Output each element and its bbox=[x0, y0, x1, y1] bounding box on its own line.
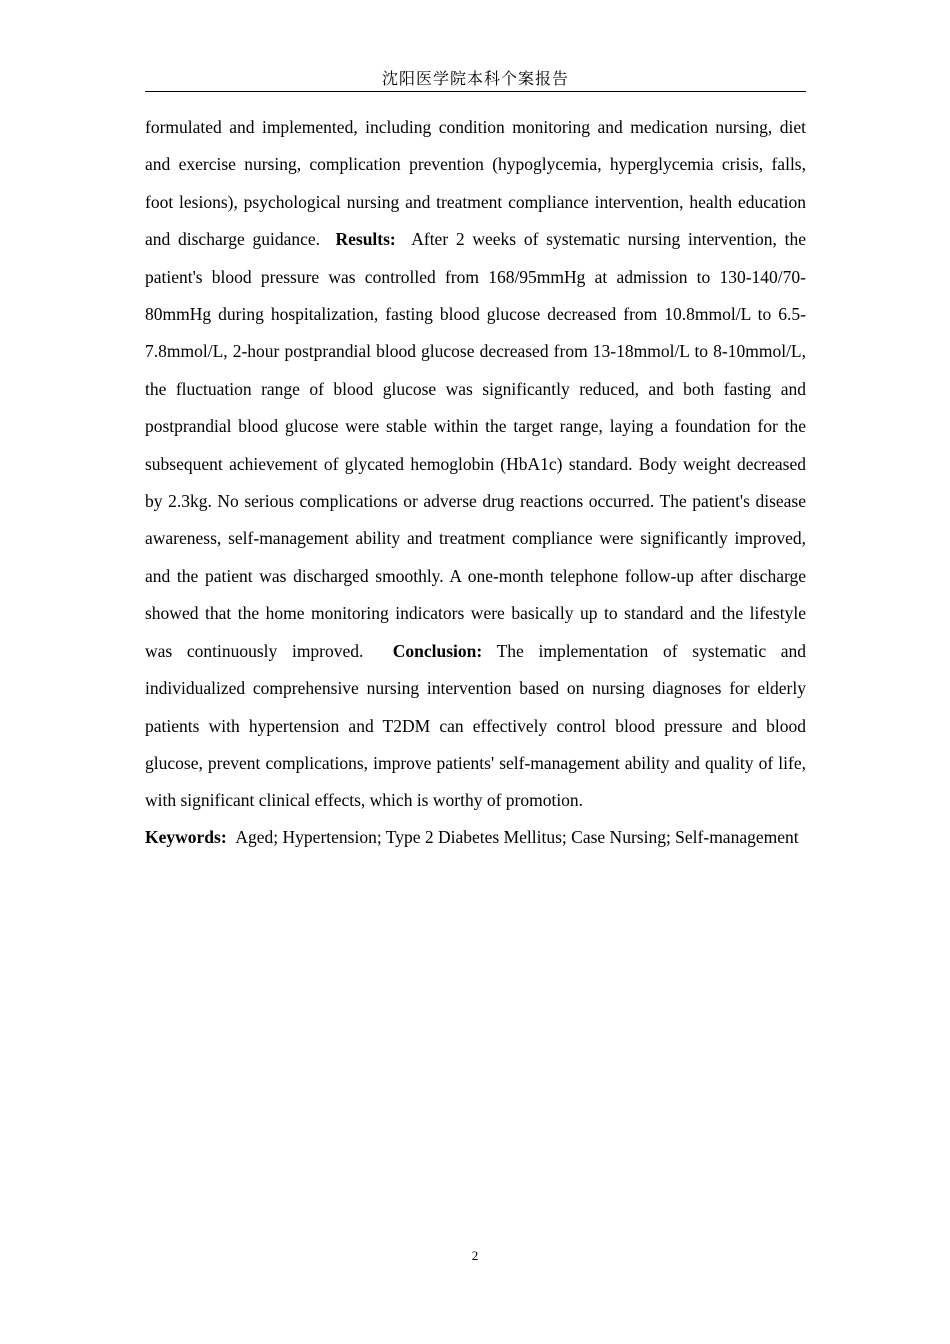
page-number: 2 bbox=[471, 1248, 479, 1263]
abstract-body bbox=[145, 109, 806, 856]
results-label: Results: bbox=[335, 229, 396, 250]
header-rule bbox=[145, 91, 806, 92]
abstract-paragraph bbox=[145, 109, 806, 820]
keywords-paragraph bbox=[145, 819, 806, 856]
keywords-text: Aged; Hypertension; Type 2 Diabetes Mellitus; Case Nursing; Self-management bbox=[235, 826, 799, 847]
running-header: 沈阳医学院本科个案报告 bbox=[381, 69, 569, 88]
conclusion-text: The implementation of systematic and individualized comprehensive nursing intervention based on nursing diagnoses for elderly patients with hypertension and T2DM can effectively control blood pressure and blood glucose, prevent complications, improve patients' self-management ability and quality of life, with significant clinical effects, which is worthy of promotion. bbox=[145, 640, 807, 811]
results-text: After 2 weeks of systematic nursing intervention, the patient's blood pressure was controlled from 168/95mmHg at admission to 130-140/70-80mmHg during hospitalization, fasting blood glucose decreased from 10.8mmol/L to 6.5-7.8mmol/L, 2-hour postprandial blood glucose decreased from 13-18mmol/L to 8-10mmol/L, the fluctuation range of blood glucose was significantly reduced, and both fasting and postprandial blood glucose were stable within the target range, laying a foundation for the subsequent achievement of glycated hemoglobin (HbA1c) standard. Body weight decreased by 2.3kg. No serious complications or adverse drug reactions occurred. The patient's disease awareness, self-management ability and treatment compliance were significantly improved, and the patient was discharged smoothly. A one-month telephone follow-up after discharge showed that the home monitoring indicators were basically up to standard and the lifestyle was continuously improved. bbox=[145, 229, 807, 661]
abstract-methods-text: formulated and implemented, including condition monitoring and medication nursing, diet and exercise nursing, complication prevention (hypoglycemia, hyperglycemia crisis, falls, foot lesions), psychological nursing and treatment compliance intervention, health education and discharge guidance. bbox=[145, 117, 806, 250]
keywords-label: Keywords: bbox=[145, 826, 227, 847]
conclusion-label: Conclusion: bbox=[392, 640, 483, 661]
